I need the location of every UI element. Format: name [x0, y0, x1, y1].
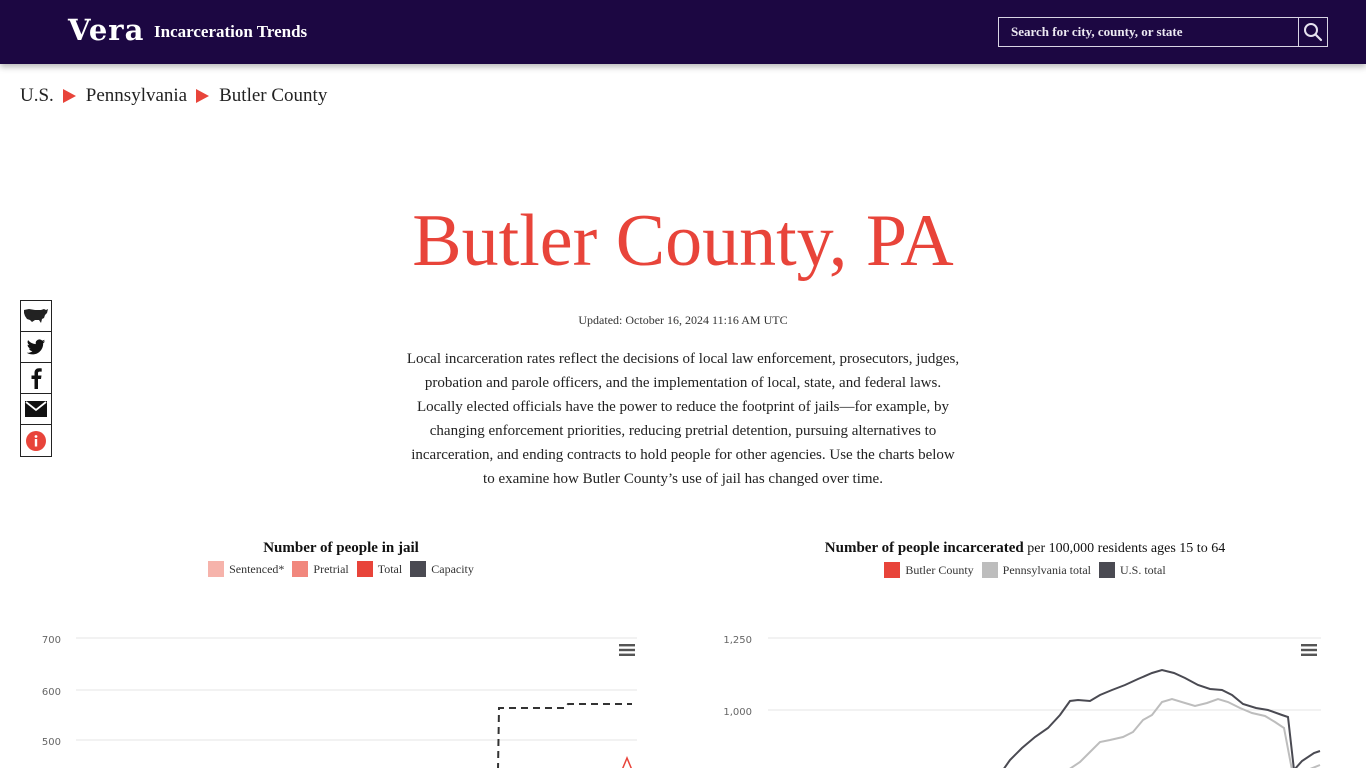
breadcrumb-pennsylvania[interactable]: Pennsylvania	[85, 85, 188, 106]
facebook-button[interactable]	[21, 363, 51, 394]
legend-total[interactable]: Total	[357, 560, 403, 578]
rate-chart-legend	[790, 561, 1260, 579]
jail-population-chart	[20, 625, 650, 768]
info-button[interactable]	[21, 425, 51, 456]
jail-chart-title: Number of people in jail	[263, 540, 419, 556]
capacity-swatch	[410, 561, 426, 577]
legend-butler-county[interactable]: Butler County	[884, 561, 973, 579]
rate-chart-menu-button[interactable]	[1300, 643, 1318, 657]
updated-value: October 16, 2024 11:16 AM UTC	[625, 313, 788, 327]
legend-pennsylvania-total[interactable]: Pennsylvania total	[982, 561, 1091, 579]
y-tick-700: 700	[41, 635, 61, 646]
search-box	[998, 17, 1328, 47]
email-button[interactable]	[21, 394, 51, 425]
us-map-icon	[23, 307, 49, 325]
total-line	[622, 758, 632, 768]
updated-label: Updated:	[578, 313, 623, 327]
us-total-swatch	[1099, 562, 1115, 578]
y-tick-1250: 1,250	[723, 635, 752, 646]
app-title[interactable]: Incarceration Trends	[154, 22, 308, 41]
breadcrumb-us[interactable]: U.S.	[20, 85, 54, 106]
hamburger-icon	[618, 643, 636, 657]
butler-swatch	[884, 562, 900, 578]
y-tick-600: 600	[41, 687, 61, 698]
breadcrumb-arrow-icon	[63, 89, 76, 103]
rate-chart-title: Number of people incarcerated per 100,000 residents ages 15 to 64	[824, 540, 1226, 556]
us-total-line	[1003, 670, 1320, 768]
total-swatch	[357, 561, 373, 577]
breadcrumb	[20, 85, 327, 107]
share-rail	[20, 300, 52, 457]
sentenced-swatch	[208, 561, 224, 577]
pennsylvania-swatch	[982, 562, 998, 578]
twitter-button[interactable]	[21, 332, 51, 363]
info-icon	[26, 431, 46, 451]
y-tick-500: 500	[41, 737, 61, 748]
legend-us-total[interactable]: U.S. total	[1099, 561, 1166, 579]
magnifier-icon	[1303, 22, 1323, 42]
legend-sentenced[interactable]: Sentenced*	[208, 560, 284, 578]
jail-chart-header	[196, 538, 486, 578]
capacity-line	[498, 704, 632, 768]
page-title: Butler County, PA	[412, 200, 954, 282]
jail-chart-menu-button[interactable]	[618, 643, 636, 657]
us-map-button[interactable]	[21, 301, 51, 332]
legend-pretrial[interactable]: Pretrial	[292, 560, 348, 578]
rate-chart-header	[790, 538, 1260, 579]
pennsylvania-line	[1068, 699, 1320, 768]
breadcrumb-butler-county: Butler County	[219, 85, 328, 106]
rate-chart-plot	[700, 625, 1340, 768]
legend-capacity[interactable]: Capacity	[410, 560, 474, 578]
y-tick-1000: 1,000	[723, 707, 752, 718]
breadcrumb-arrow-icon	[196, 89, 209, 103]
search-input[interactable]	[999, 18, 1298, 46]
site-header	[0, 0, 1366, 64]
twitter-icon	[26, 339, 46, 356]
jail-chart-plot	[20, 625, 650, 768]
facebook-icon	[30, 367, 42, 389]
jail-chart-legend	[196, 560, 486, 578]
vera-logo[interactable]: Vera	[68, 13, 145, 47]
pretrial-swatch	[292, 561, 308, 577]
search-button[interactable]	[1298, 18, 1327, 46]
updated-timestamp	[0, 312, 1366, 328]
intro-paragraph: Local incarceration rates reflect the decisions of local law enforcement, prosecutors, judges, probation and parole officers, and the implementation of local, state, and federal laws. Locally elected officials have the power to reduce the footprint of jails—for example, by changing enforcement priorities, reducing pretrial detention, pursuing alternatives to incarceration, and ending contracts to hold people for other agencies. Use the charts below to examine how Butler County’s use of jail has changed over time.	[406, 351, 960, 487]
email-icon	[25, 401, 47, 417]
incarceration-rate-chart	[700, 625, 1340, 768]
hamburger-icon	[1300, 643, 1318, 657]
